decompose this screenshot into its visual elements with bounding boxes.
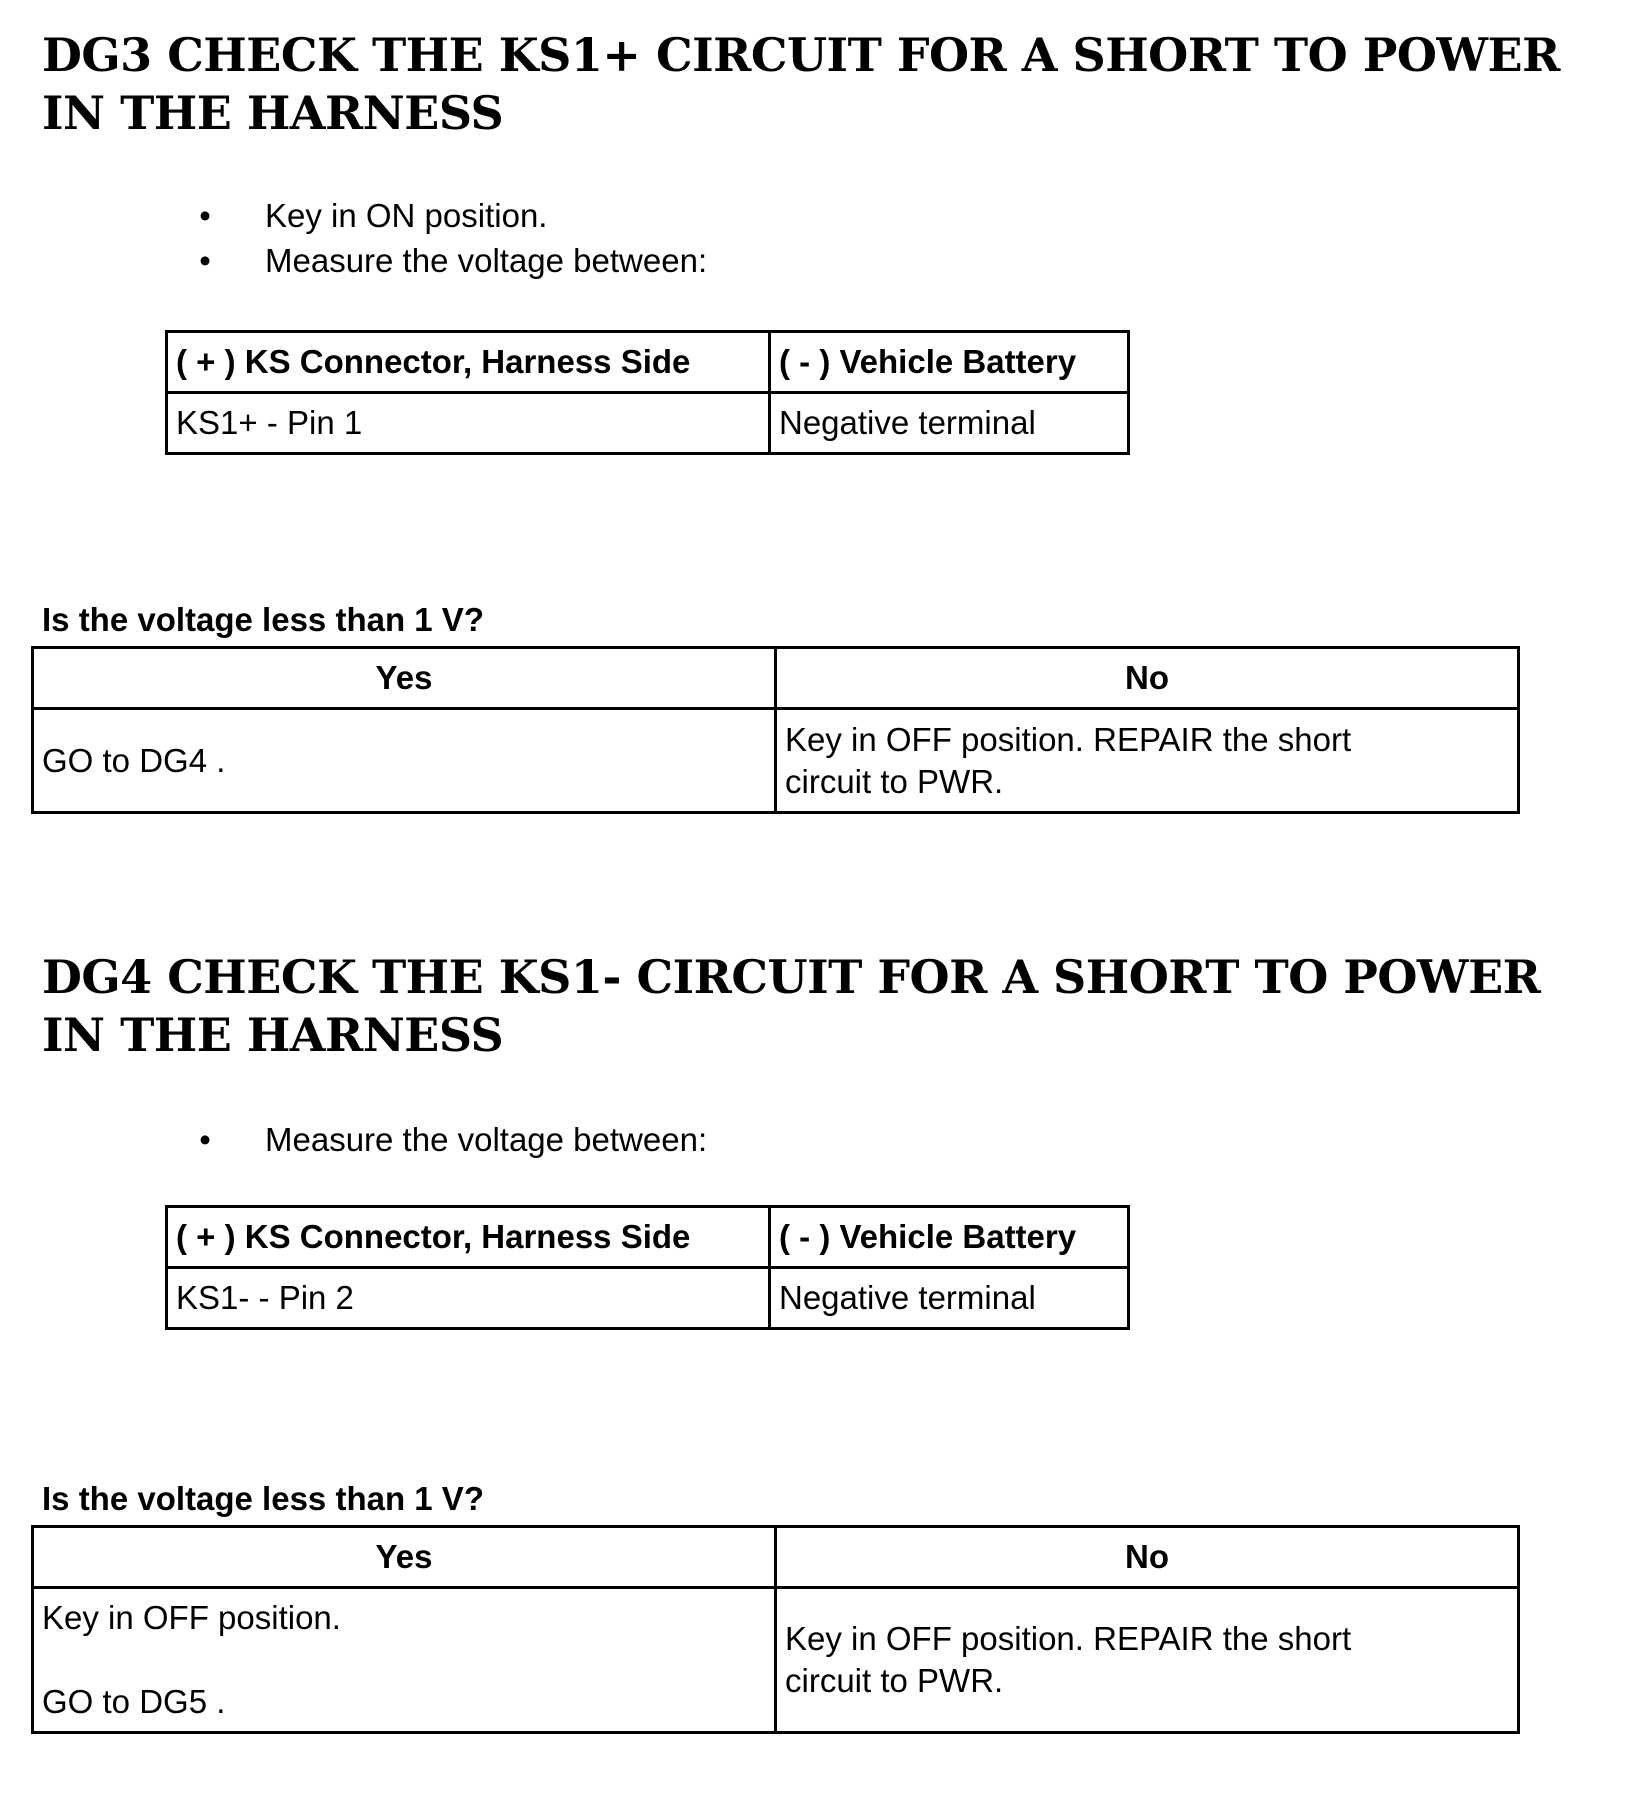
answer-table-dg3	[31, 646, 1520, 814]
bullet-icon: •	[199, 197, 211, 234]
table-row	[167, 1268, 1129, 1329]
connector-table-dg3	[165, 330, 1130, 455]
table-header-row	[33, 1527, 1519, 1588]
connector-table-dg4	[165, 1205, 1130, 1330]
no-text-line: circuit to PWR.	[785, 762, 1004, 800]
instruction-text: Key in ON position.	[265, 197, 548, 234]
question-dg4: Is the voltage less than 1 V?	[42, 1480, 484, 1517]
instruction-list-dg3	[195, 193, 707, 283]
yes-cell	[33, 709, 776, 813]
table-cell: Negative terminal	[770, 1268, 1129, 1329]
answer-table-dg4	[31, 1525, 1520, 1734]
instruction-item	[195, 238, 707, 283]
question-dg3: Is the voltage less than 1 V?	[42, 601, 484, 638]
yes-cell	[33, 1588, 776, 1733]
table-row	[33, 1588, 1519, 1733]
yes-header: Yes	[33, 648, 776, 709]
table-row	[33, 709, 1519, 813]
table-header-row	[33, 648, 1519, 709]
table-cell: KS1- - Pin 2	[167, 1268, 770, 1329]
yes-text-line: GO to DG5 .	[42, 1683, 226, 1720]
section-title-dg3: DG3 CHECK THE KS1+ CIRCUIT FOR A SHORT TO POWER IN THE HARNESS	[42, 28, 1560, 140]
bullet-icon: •	[199, 1121, 211, 1158]
section-title-dg4: DG4 CHECK THE KS1- CIRCUIT FOR A SHORT TO POWER IN THE HARNESS	[42, 950, 1541, 1062]
table-header-row	[167, 1207, 1129, 1268]
header-cell: ( - ) Vehicle Battery	[770, 332, 1129, 393]
no-text-line: Key in OFF position. REPAIR the short	[785, 720, 1352, 758]
yes-text: GO to DG4 .	[42, 741, 226, 779]
instruction-list-dg4	[195, 1117, 707, 1162]
header-cell: ( - ) Vehicle Battery	[770, 1207, 1129, 1268]
no-header: No	[776, 1527, 1519, 1588]
spacer	[42, 1639, 766, 1681]
instruction-item	[195, 1117, 707, 1162]
table-header-row	[167, 332, 1129, 393]
no-text-line: circuit to PWR.	[785, 1662, 1004, 1699]
no-cell	[776, 1588, 1519, 1733]
no-text-line: Key in OFF position. REPAIR the short	[785, 1620, 1352, 1657]
no-cell	[776, 709, 1519, 813]
no-header: No	[776, 648, 1519, 709]
table-cell: KS1+ - Pin 1	[167, 393, 770, 454]
header-cell: ( + ) KS Connector, Harness Side	[167, 1207, 770, 1268]
bullet-icon: •	[199, 242, 211, 279]
header-cell: ( + ) KS Connector, Harness Side	[167, 332, 770, 393]
instruction-item	[195, 193, 707, 238]
table-row	[167, 393, 1129, 454]
instruction-text: Measure the voltage between:	[265, 1121, 708, 1158]
instruction-text: Measure the voltage between:	[265, 242, 708, 279]
table-cell: Negative terminal	[770, 393, 1129, 454]
yes-header: Yes	[33, 1527, 776, 1588]
yes-text-line: Key in OFF position.	[42, 1599, 341, 1636]
